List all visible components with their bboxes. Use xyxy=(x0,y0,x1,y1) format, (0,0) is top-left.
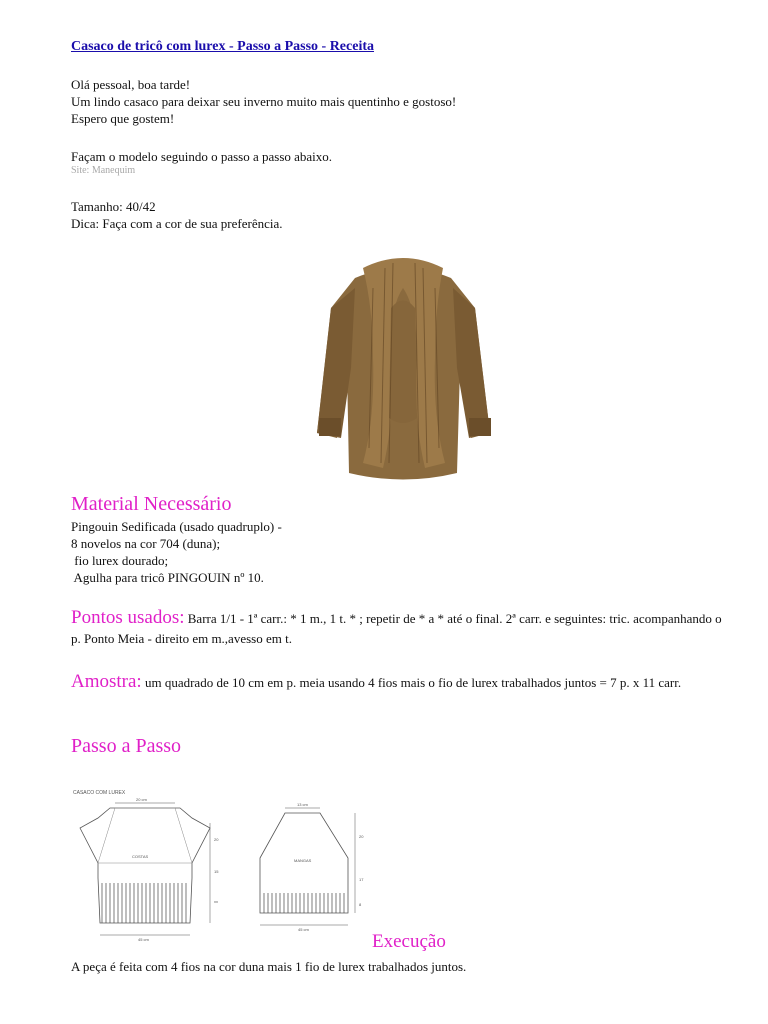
intro-line: Espero que gostem! xyxy=(71,111,175,126)
diagram-title: CASACO COM LUREX xyxy=(73,790,126,796)
sleeve-label: MANGAS xyxy=(294,858,312,863)
sleeve-side-measure: 17 xyxy=(359,877,364,882)
back-side-measure: 20 xyxy=(214,837,219,842)
pontos-section xyxy=(71,608,731,649)
pontos-text: Barra 1/1 - 1ª carr.: * 1 m., 1 t. * ; repetir de * a * até o final. 2ª carr. e seguintes: tric. acompanhando o p. Ponto Meia - direito em m.,avesso em t. xyxy=(71,611,722,646)
size-text: Tamanho: 40/42 xyxy=(71,199,156,214)
tip-text: Dica: Faça com a cor de sua preferência. xyxy=(71,216,283,231)
intro-text xyxy=(71,76,456,127)
material-heading: Material Necessário xyxy=(71,493,232,515)
back-side-measure: 15 xyxy=(214,869,219,874)
passo-heading: Passo a Passo xyxy=(71,735,182,757)
instruction-text: Façam o modelo seguindo o passo a passo abaixo. xyxy=(71,149,333,164)
material-item: 8 novelos na cor 704 (duna); xyxy=(71,536,221,551)
cardigan-photo xyxy=(285,248,523,486)
material-item: Agulha para tricô PINGOUIN nº 10. xyxy=(71,570,264,585)
pattern-diagram xyxy=(70,783,390,943)
material-item: fio lurex dourado; xyxy=(71,553,169,568)
sleeve-width-measure: 45 cm xyxy=(298,927,309,932)
back-side-measure: xx xyxy=(214,899,218,904)
amostra-text: um quadrado de 10 cm em p. meia usando 4 fios mais o fio de lurex trabalhados juntos = 7 p. x 11 carr. xyxy=(141,675,682,690)
material-list xyxy=(71,518,282,586)
execucao-text: A peça é feita com 4 fios na cor duna mais 1 fio de lurex trabalhados juntos. xyxy=(71,959,467,974)
back-label: COSTAS xyxy=(132,854,149,859)
back-top-measure: 20 cm xyxy=(136,797,147,802)
intro-line: Um lindo casaco para deixar seu inverno muito mais quentinho e gostoso! xyxy=(71,94,457,109)
sleeve-top-measure: 13 cm xyxy=(297,802,308,807)
article-title[interactable]: Casaco de tricô com lurex - Passo a Passo - Receita xyxy=(71,39,375,54)
sleeve-side-measure: 8 xyxy=(359,902,362,907)
amostra-section xyxy=(71,672,731,693)
intro-line: Olá pessoal, boa tarde! xyxy=(71,77,191,92)
back-width-measure: 45 cm xyxy=(138,937,149,942)
material-item: Pingouin Sedificada (usado quadruplo) - xyxy=(71,519,282,534)
execucao-heading: Execução xyxy=(372,931,446,952)
pontos-heading: Pontos usados: xyxy=(71,607,185,628)
sleeve-side-measure: 20 xyxy=(359,834,364,839)
source-credit: Site: Manequim xyxy=(71,165,136,176)
amostra-heading: Amostra: xyxy=(71,671,142,692)
